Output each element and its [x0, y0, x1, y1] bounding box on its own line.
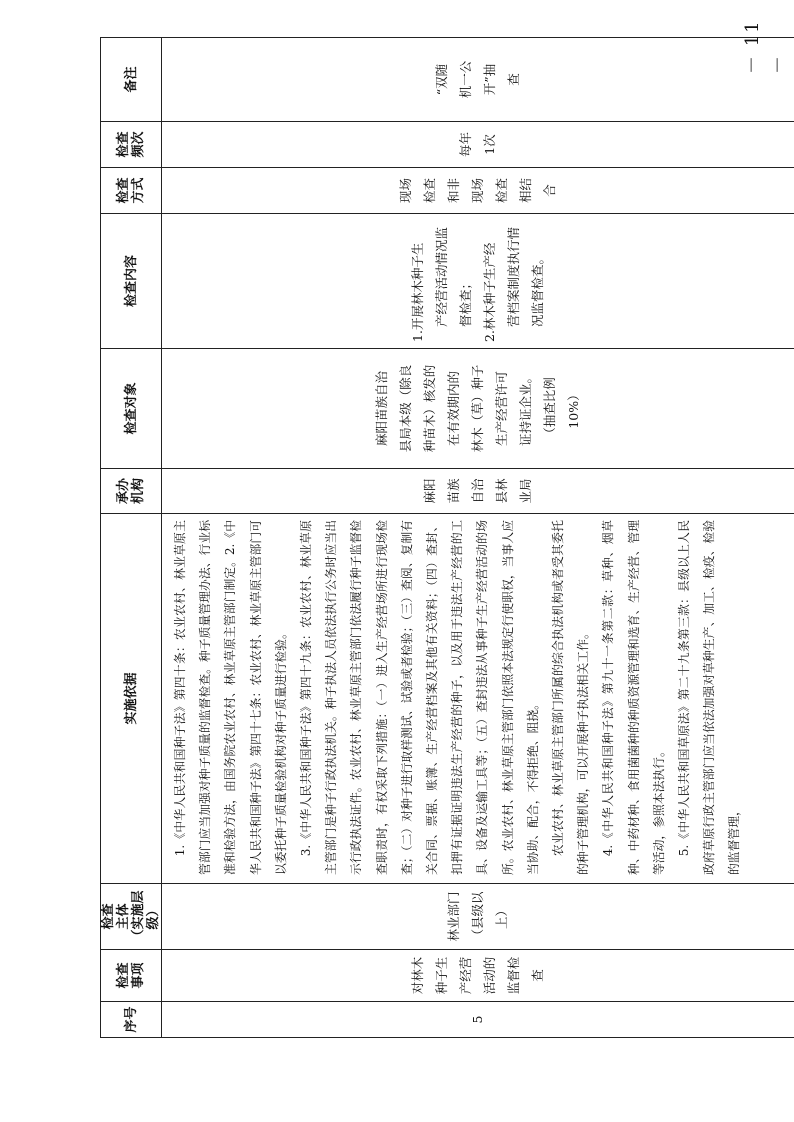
table-row	[162, 38, 794, 1038]
inspection-table	[100, 37, 794, 1038]
header-agency: 承办 机构	[101, 469, 162, 514]
basis-paragraph: 4.《中华人民共和国种子法》第九十一条第二款：草种、烟草种、中药材种、食用菌菌种的种质资源管理和选育、生产经营、管理等活动，参照本法执行。	[601, 520, 666, 875]
cell-content: 1.开展林木种子生 产经营活动情况监 督检查； 2.林木种子生产经 营档案制度执行情 况监督检查。	[162, 214, 794, 349]
cell-freq: 每年 1次	[162, 122, 794, 168]
cell-seq: 5	[162, 1002, 794, 1038]
cell-agency: 麻阳 苗族 自治 县林 业局	[162, 469, 794, 514]
header-item: 检查 事项	[101, 950, 162, 1002]
cell-subject: 林业部门 （县级以上）	[162, 884, 794, 950]
header-seq: 序号	[101, 1002, 162, 1038]
cell-remark: “双随 机一公 开”抽 查	[162, 38, 794, 122]
cell-item: 对林木 种子生 产经营 活动的 监督检 查	[162, 950, 794, 1002]
page-number: － 11 －	[742, 19, 789, 74]
header-basis: 实施依据	[101, 514, 162, 884]
basis-paragraph: 5.《中华人民共和国草原法》第二十九条第三款：县级以上人民政府草原行政主管部门应当依法加强对草种生产、加工、检疫、检验的监督管理，	[677, 520, 742, 875]
cell-method: 现场 检查 和非 现场 检查 相结 合	[162, 168, 794, 214]
header-target: 检查对象	[101, 349, 162, 469]
header-freq: 检查 频次	[101, 122, 162, 168]
header-content: 检查内容	[101, 214, 162, 349]
cell-basis	[162, 514, 794, 884]
header-subject: 检查 主体 （实施层级）	[101, 884, 162, 950]
cell-target: 麻阳苗族自治 县局本级（除良 种苗木）核发的 在有效期内的 林木（草）种子 生产经营许可 证持证企业。 （抽查比例 10%）	[162, 349, 794, 469]
header-method: 检查 方式	[101, 168, 162, 214]
basis-paragraph: 1.《中华人民共和国种子法》第四十条：农业农村、林业草原主管部门应当加强对种子质量的监督检查。种子质量管理办法、行业标准和检验方法，由国务院农业农村、林业草原主管部门制定。2.《中华人民共和国种子法》第四十七条：农业农村、林业草原主管部门可以委托种子质量检验机构对种子质量进行检验。	[173, 520, 288, 875]
basis-paragraph: 3.《中华人民共和国种子法》第四十九条：农业农村、林业草原主管部门是种子行政执法机关。种子执法人员依法执行公务时应当出示行政执法证件。农业农村、林业草原主管部门依法履行种子监督检查职责时，有权采取下列措施：（一）进入生产经营场所进行现场检查；（二）对种子进行取样测试、试验或者检验；（三）查阅、复制有关合同、票据、账簿、生产经营档案及其他有关资料；（四）查封、扣押有证据证明违法生产经营的种子，以及用于违法生产经营的工具、设备及运输工具等；（五）查封违法从事种子生产经营活动的场所。农业农村、林业草原主管部门依照本法规定行使职权，当事人应当协助、配合，不得拒绝、阻挠。	[299, 520, 540, 875]
header-remark: 备注	[101, 38, 162, 122]
basis-paragraph: 农业农村、林业草原主管部门所属的综合执法机构或者受其委托的种子管理机构，可以开展种子执法相关工作。	[551, 520, 591, 875]
header-row	[101, 38, 162, 1038]
